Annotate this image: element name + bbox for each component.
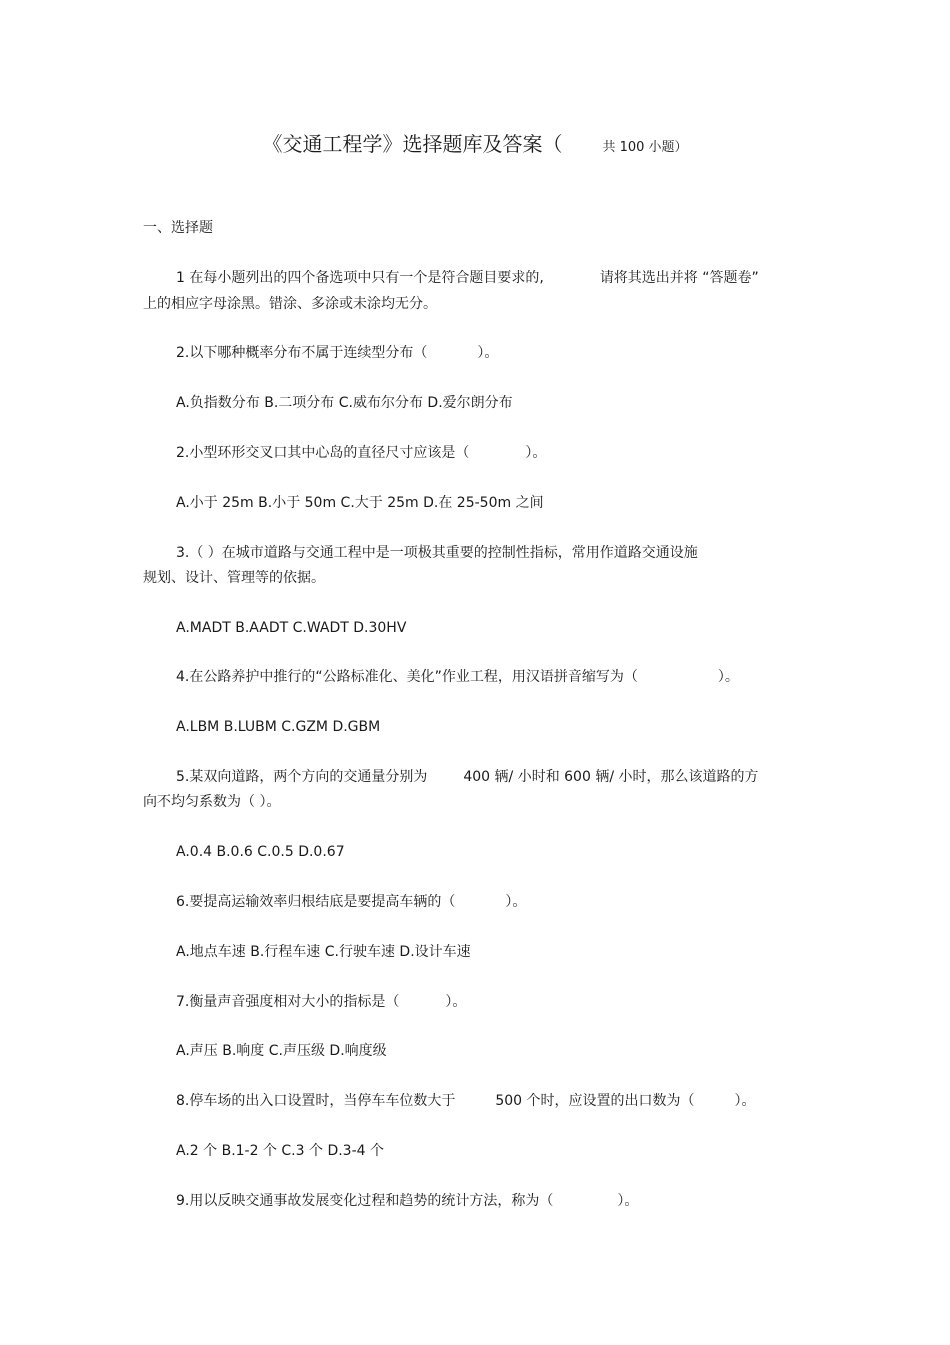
question-7: 7.衡量声音强度相对大小的指标是（ ）。: [176, 994, 467, 1010]
question-7-options: A.声压 B.响度 C.声压级 D.响度级: [176, 1043, 387, 1059]
question-3-line-1: 3.（ ）在城市道路与交通工程中是一项极其重要的控制性指标，常用作道路交通设施: [176, 545, 698, 561]
question-3-line-2: 规划、设计、管理等的依据。: [143, 570, 325, 586]
question-5-options: A.0.4 B.0.6 C.0.5 D.0.67: [176, 844, 345, 860]
title-main: 《交通工程学》选择题库及答案（: [262, 132, 563, 156]
question-4: 4.在公路养护中推行的“公路标准化、美化”作业工程，用汉语拼音缩写为（ ）。: [176, 669, 739, 685]
question-3-options: A.MADT B.AADT C.WADT D.30HV: [176, 620, 407, 636]
question-2a-options: A.负指数分布 B.二项分布 C.威布尔分布 D.爱尔朗分布: [176, 395, 513, 411]
question-5-line-1: 5.某双向道路，两个方向的交通量分别为 400 辆/ 小时和 600 辆/ 小时，那么该道路的方: [176, 769, 759, 785]
question-2b: 2.小型环形交叉口其中心岛的直径尺寸应该是（ ）。: [176, 445, 547, 461]
section-heading: 一、选择题: [143, 220, 213, 236]
title-note: 共 100 小题）: [602, 140, 688, 155]
question-8-options: A.2 个 B.1-2 个 C.3 个 D.3-4 个: [176, 1143, 384, 1159]
question-9: 9.用以反映交通事故发展变化过程和趋势的统计方法，称为（ ）。: [176, 1193, 639, 1209]
question-2a: 2.以下哪种概率分布不属于连续型分布（ ）。: [176, 345, 499, 361]
document-title: [0, 128, 950, 157]
question-6: 6.要提高运输效率归根结底是要提高车辆的（ ）。: [176, 894, 527, 910]
question-5-line-2: 向不均匀系数为（ ）。: [143, 794, 281, 810]
question-6-options: A.地点车速 B.行程车速 C.行驶车速 D.设计车速: [176, 944, 471, 960]
intro-line-1: 1 在每小题列出的四个备选项中只有一个是符合题目要求的, 请将其选出并将 “答题卷”: [176, 270, 759, 286]
intro-line-2: 上的相应字母涂黑。错涂、多涂或未涂均无分。: [143, 296, 437, 312]
question-8: 8.停车场的出入口设置时，当停车车位数大于 500 个时，应设置的出口数为（ ）。: [176, 1093, 756, 1109]
question-2b-options: A.小于 25m B.小于 50m C.大于 25m D.在 25-50m 之间: [176, 495, 544, 511]
question-4-options: A.LBM B.LUBM C.GZM D.GBM: [176, 719, 381, 735]
